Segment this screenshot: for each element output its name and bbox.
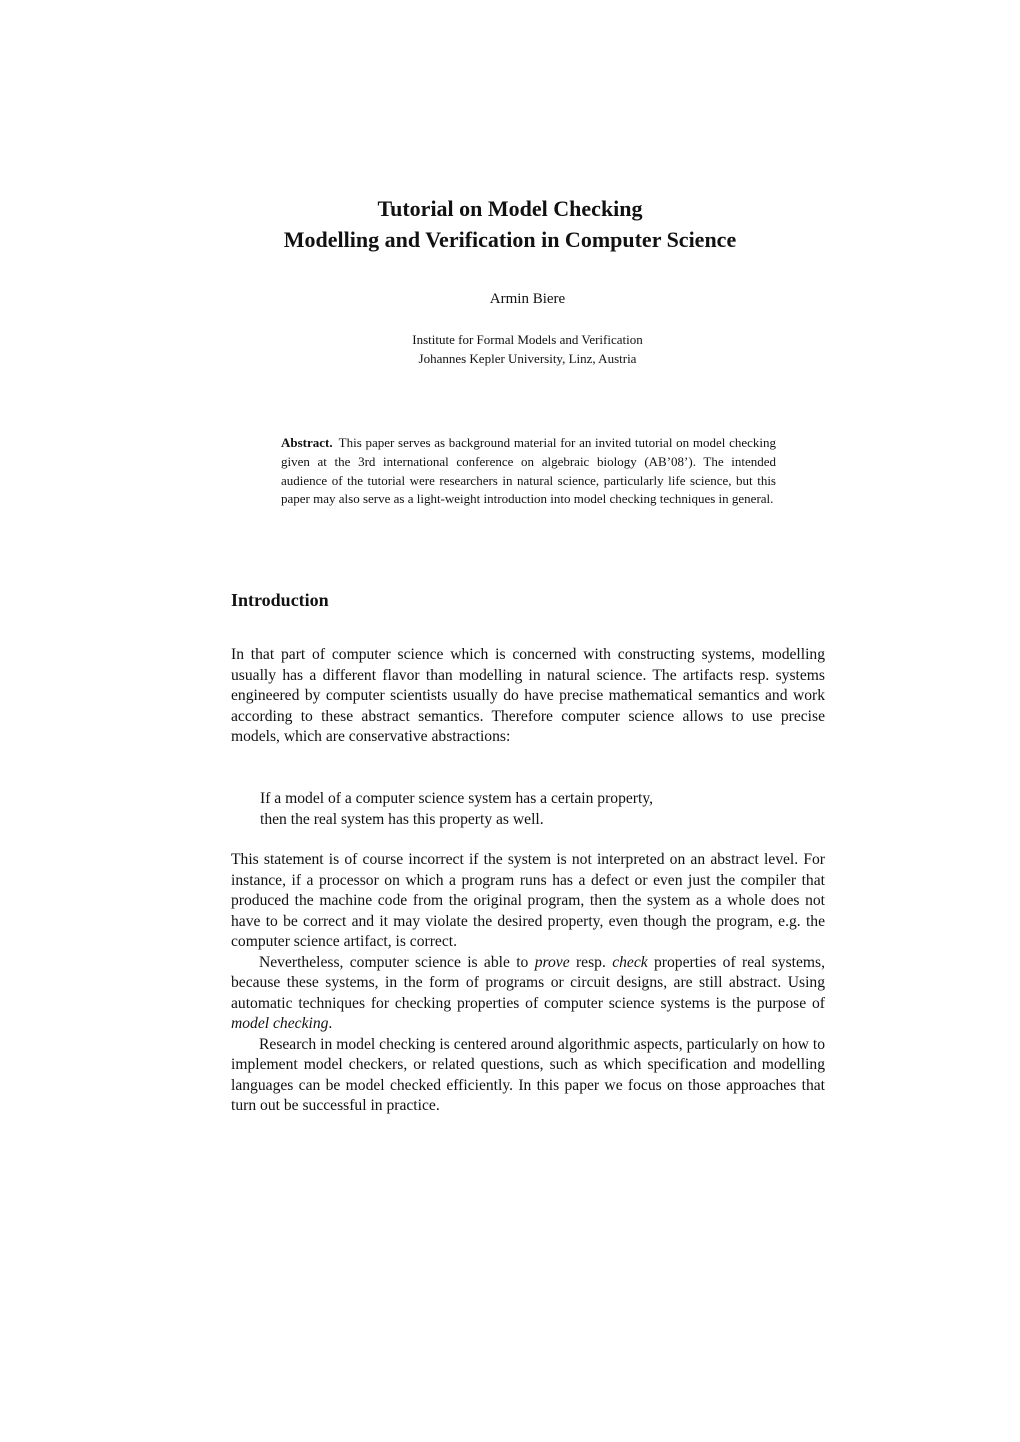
p3-prove: prove [534, 953, 570, 971]
intro-body-continued [231, 850, 825, 1117]
p3-part-a: Nevertheless, computer science is able to [259, 953, 535, 971]
quoted-statement [260, 789, 653, 830]
p3-check: check [612, 953, 648, 971]
affiliation-line-2: Johannes Kepler University, Linz, Austria [418, 351, 637, 366]
p3-part-d: . [328, 1015, 333, 1032]
intro-paragraph-4: Research in model checking is centered around algorithmic aspects, particularly on how to implement model checkers, or related questions, such as which specification and modelling languages can be model checked efficiently. In this paper we focus on those approaches that turn out be successful in practice. [231, 1035, 825, 1114]
quote-line-1: If a model of a computer science system has a certain property, [260, 790, 654, 807]
abstract [281, 434, 776, 509]
title-line-2: Modelling and Verification in Computer Science [283, 227, 737, 252]
intro-paragraph-1 [231, 645, 825, 748]
paper-title [0, 193, 1020, 255]
abstract-label: Abstract. [281, 435, 333, 450]
affiliation [0, 330, 1020, 368]
affiliation-line-1: Institute for Formal Models and Verification [412, 332, 643, 347]
author-name: Armin Biere [489, 291, 566, 307]
abstract-text: This paper serves as background material for an invited tutorial on model checking given at the 3rd international conference on algebraic biology (AB’08’). The intended audience of the tutorial were researchers in natural science, particularly life science, but this paper may also serve as a light-weight introduction into model checking techniques in general. [281, 435, 776, 507]
title-line-1: Tutorial on Model Checking [377, 196, 643, 221]
quote-line-2: then the real system has this property as well. [260, 810, 544, 828]
intro-paragraph-1-text: In that part of computer science which is concerned with constructing systems, modelling usually has a different flavor than modelling in natural science. The artifacts resp. systems engineered by computer scientists usually do have precise mathematical semantics and work according to these abstract semantics. Therefore computer science allows to use precise models, which are conservative abstractions: [231, 646, 825, 745]
p3-part-c: properties of real systems, because these systems, in the form of programs or circuit designs, are still abstract. Using automatic techniques for checking properties of computer science systems is the purpose of [231, 953, 825, 1012]
p3-model-checking: model checking [231, 1015, 329, 1032]
intro-paragraph-2: This statement is of course incorrect if the system is not interpreted on an abstract level. For instance, if a processor on which a program runs has a defect or even just the compiler that produced the machine code from the original program, then the system as a whole does not have to be correct and it may violate the desired property, even though the program, e.g. the computer science artifact, is correct. [231, 851, 825, 950]
intro-paragraph-3 [231, 953, 825, 1035]
section-heading-introduction: Introduction [231, 590, 329, 610]
p3-part-b: resp. [569, 953, 613, 971]
